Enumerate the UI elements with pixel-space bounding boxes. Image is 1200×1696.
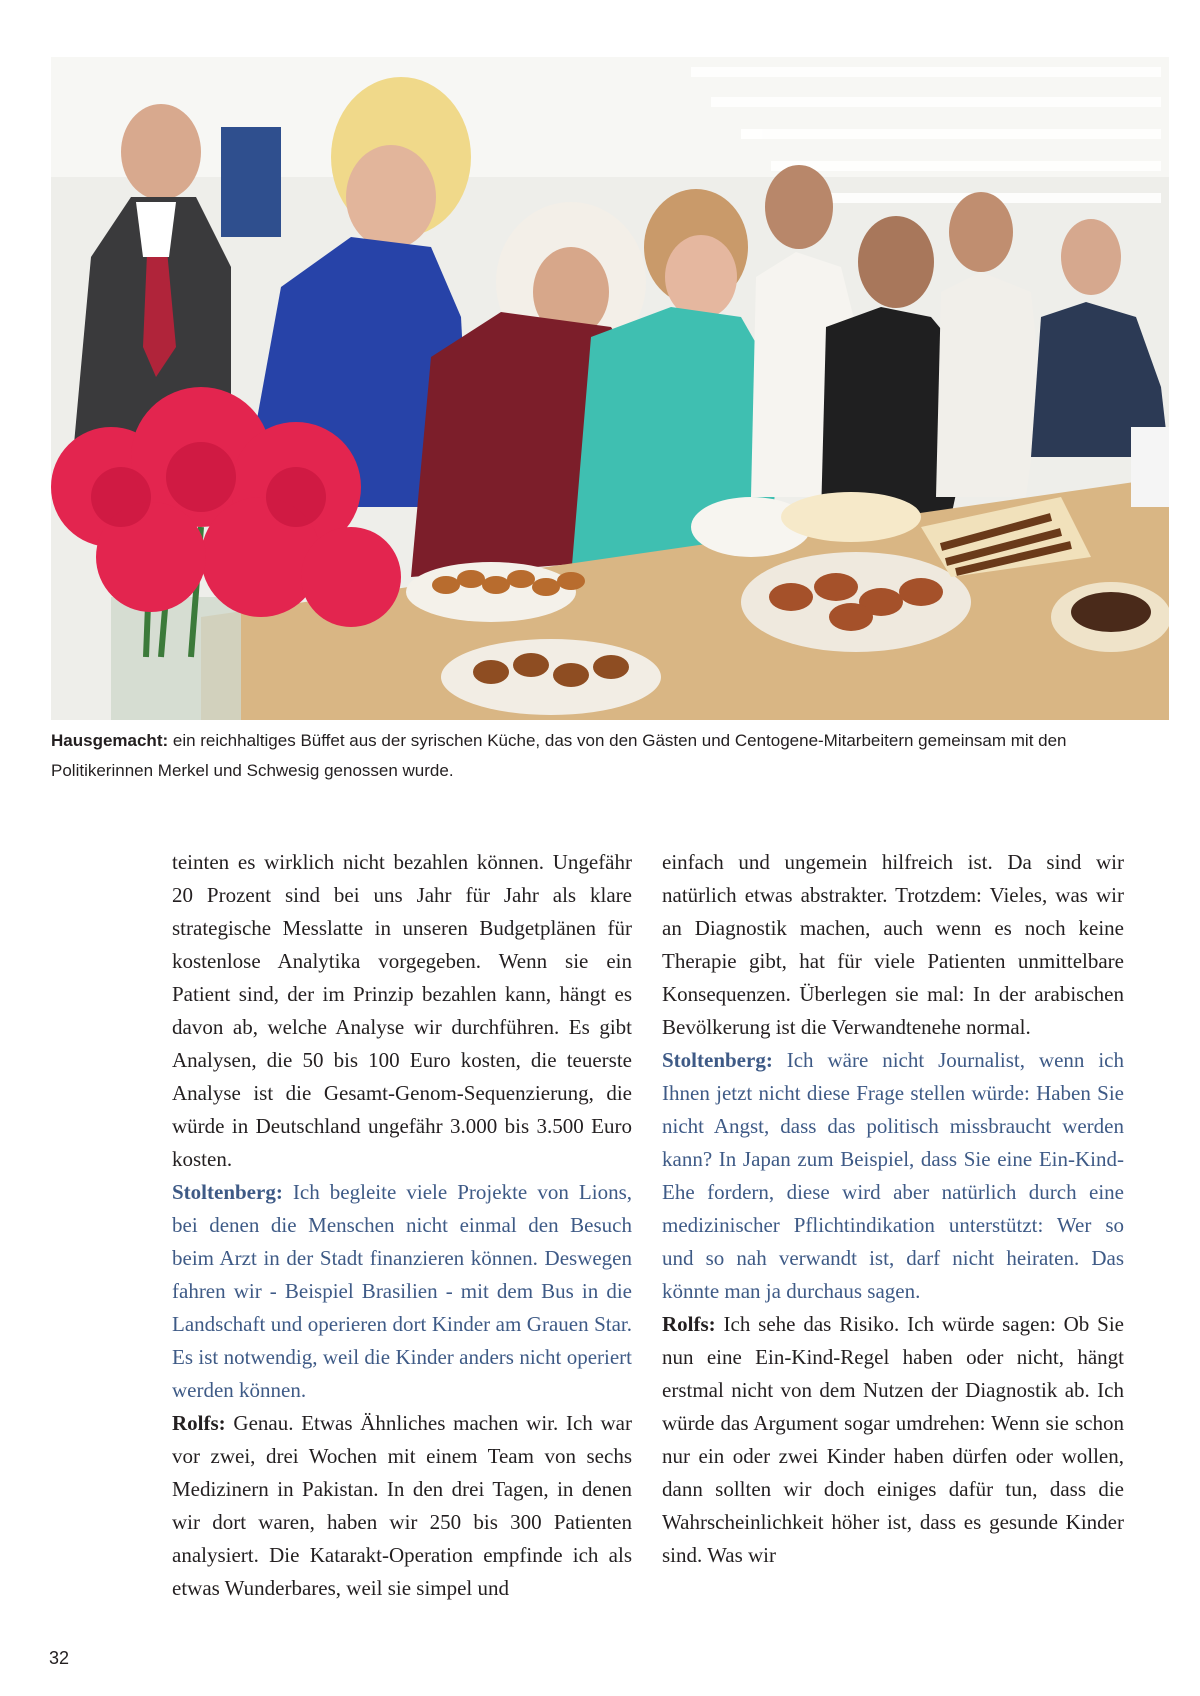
caption-text: ein reichhaltiges Büffet aus der syrischen Küche, das von den Gästen und Centogene-Mitarbeitern gemeinsam mit den Politikerinnen Merkel und Schwesig genossen wurde. (51, 731, 1067, 780)
article-photo (51, 57, 1169, 720)
caption-lead: Hausgemacht: (51, 731, 169, 750)
speaker-name: Rolfs: (662, 1312, 716, 1336)
interview-question (172, 1176, 632, 1407)
question-text: Ich begleite viele Projekte von Lions, bei denen die Menschen nicht einmal den Besuch beim Arzt in der Stadt finanzieren können. Deswegen fahren wir - Beispiel Brasilien - mit dem Bus in die Landschaft und operieren dort Kinder am Grauen Star. Es ist notwendig, weil die Kinder anders nicht operiert werden können. (172, 1180, 632, 1402)
interview-question (662, 1044, 1124, 1308)
article-column-left (172, 846, 632, 1605)
question-text: Ich wäre nicht Journalist, wenn ich Ihnen jetzt nicht diese Frage stellen würde: Haben Sie nicht Angst, dass das politisch missbraucht werden kann? In Japan zum Beispiel, dass Sie eine Ein-Kind-Ehe fordern, diese wird aber natürlich durch eine medizinischer Pflichtindikation unterstützt: Wer so und so nah verwandt ist, darf nicht heiraten. Das könnte man ja durchaus sagen. (662, 1048, 1124, 1303)
interview-answer (172, 1407, 632, 1605)
speaker-name: Stoltenberg: (662, 1048, 773, 1072)
photo-caption (51, 726, 1171, 786)
page-number: 32 (49, 1648, 70, 1668)
speaker-name: Stoltenberg: (172, 1180, 283, 1204)
interview-answer (662, 1308, 1124, 1572)
article-column-right (662, 846, 1124, 1572)
answer-text: Genau. Etwas Ähnliches machen wir. Ich war vor zwei, drei Wochen mit einem Team von sechs Medizinern in Pakistan. In den drei Tagen, in denen wir dort waren, haben wir 250 bis 300 Patienten analysiert. Die Katarakt-Operation empfinde ich als etwas Wunderbares, weil sie simpel und (172, 1411, 632, 1600)
paragraph: einfach und ungemein hilfreich ist. Da sind wir natürlich etwas abstrakter. Trotzdem: Vieles, was wir an Diagnostik machen, auch wenn es noch keine Therapie gibt, hat für viele Patienten unmittelbare Konsequenzen. Überlegen sie mal: In der arabischen Bevölkerung ist die Verwandtenehe normal. (662, 850, 1124, 1039)
answer-text: Ich sehe das Risiko. Ich würde sagen: Ob Sie nun eine Ein-Kind-Regel haben oder nicht, hängt erstmal nicht von dem Nutzen der Diagnostik ab. Ich würde das Argument sogar umdrehen: Wenn sie schon nur ein oder zwei Kinder haben dürfen oder wollen, dann sollten wir doch einiges dafür tun, dass die Wahrscheinlichkeit höher ist, dass es gesunde Kinder sind. Was wir (662, 1312, 1124, 1567)
buffet-photo-illustration (51, 57, 1169, 720)
speaker-name: Rolfs: (172, 1411, 226, 1435)
paragraph: teinten es wirklich nicht bezahlen können. Ungefähr 20 Prozent sind bei uns Jahr für Jahr als klare strategische Messlatte in unseren Budgetplänen für kostenlose Analytika vorgegeben. Wenn sie ein Patient sind, der im Prinzip bezahlen kann, hängt es davon ab, welche Analyse wir durchführen. Es gibt Analysen, die 50 bis 100 Euro kosten, die teuerste Analyse ist die Gesamt-Genom-Sequenzierung, die würde in Deutschland ungefähr 3.000 bis 3.500 Euro kosten. (172, 850, 632, 1171)
